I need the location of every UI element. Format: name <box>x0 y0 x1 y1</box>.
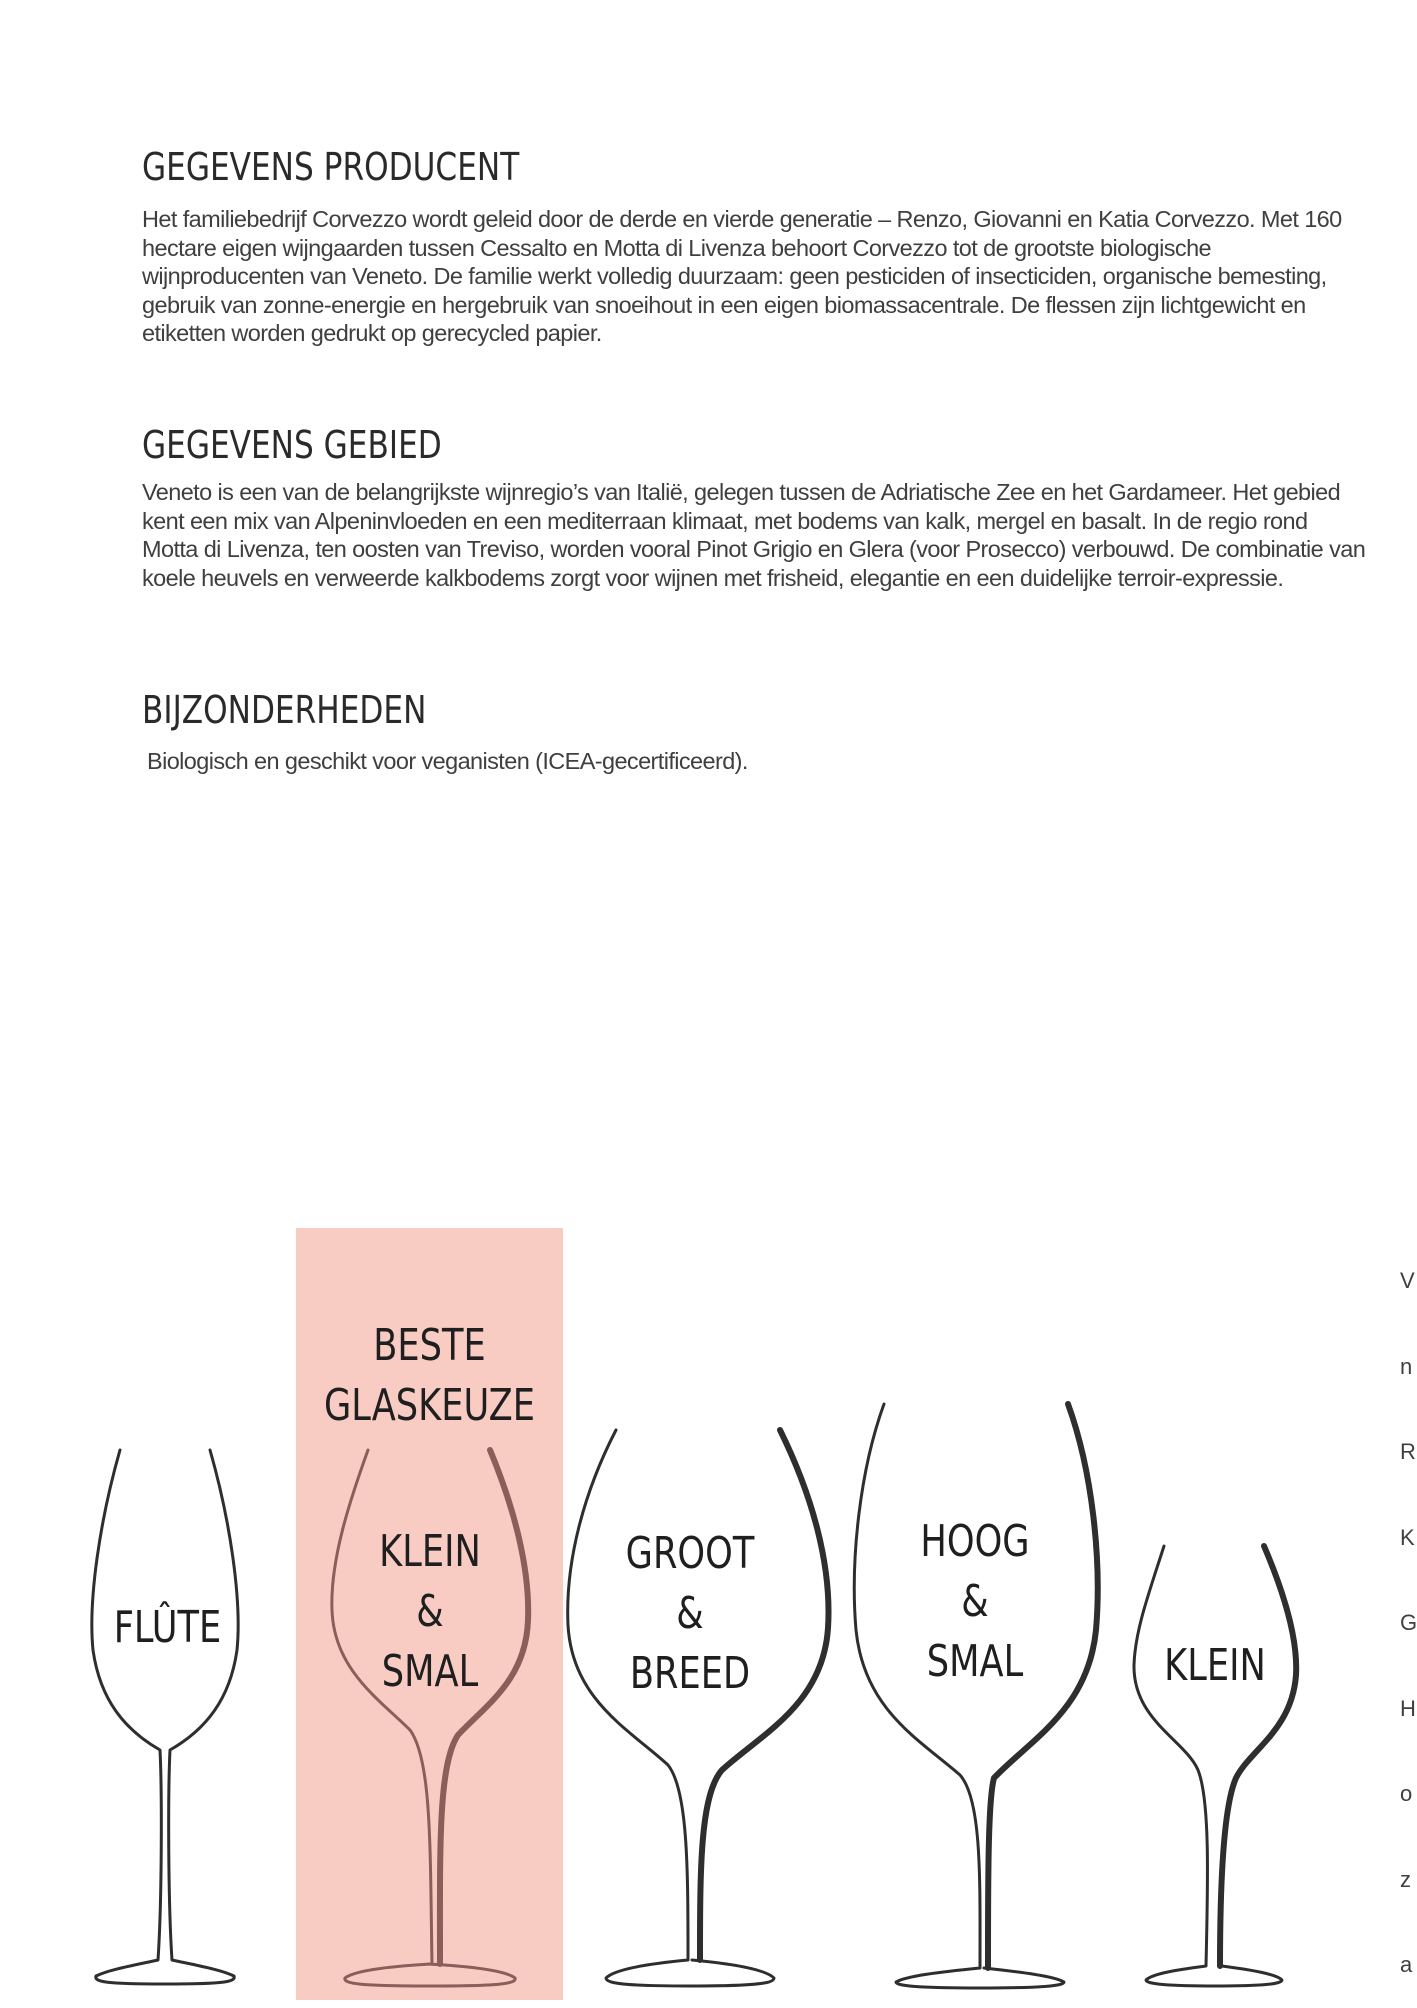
details-heading: BIJZONDERHEDEN <box>142 688 427 732</box>
region-heading: GEGEVENS GEBIED <box>142 423 442 467</box>
glass-label-klein-smal: KLEIN & SMAL <box>379 1526 481 1697</box>
best-choice-label: BESTE GLASKEUZE <box>324 1320 535 1431</box>
details-text: Biologisch en geschikt voor veganisten (ICEA-gecertificeerd). <box>147 748 748 774</box>
region-text: Veneto is een van de belangrijkste wijnregio’s van Italië, gelegen tussen de Adriatische Zee en het Gardameer. Het gebied kent een mix van Alpeninvloeden en een mediterraan klimaat, met bodems van kalk, mergel en basalt. In de regio rond Motta di Livenza, ten oosten van Treviso, worden vooral Pinot Grigio en Glera (voor Prosecco) verbouwd. De combinatie van koele heuvels en verweerde kalkbodems zorgt voor wijnen met frisheid, elegantie en een duidelijke terroir-expressie. <box>142 479 1366 591</box>
glass-label-hoog-smal: HOOG & SMAL <box>920 1516 1030 1687</box>
side-text-clipped: V n R K G H o z a <box>1400 1268 1417 1977</box>
producer-heading: GEGEVENS PRODUCENT <box>142 145 520 189</box>
glass-label-flute: FLÛTE <box>113 1602 222 1653</box>
hoog-smal-glass-icon <box>854 1404 1097 1988</box>
glass-label-klein: KLEIN <box>1164 1640 1266 1691</box>
glass-label-groot-breed: GROOT & BREED <box>625 1528 755 1699</box>
groot-breed-glass-icon <box>568 1430 829 1986</box>
klein-glass-icon <box>1134 1546 1296 1986</box>
flute-glass-icon <box>92 1450 238 1984</box>
producer-text: Het familiebedrijf Corvezzo wordt geleid door de derde en vierde generatie – Renzo, Giovanni en Katia Corvezzo. Met 160 hectare eigen wijngaarden tussen Cessalto en Motta di Livenza behoort Corvezzo tot de grootste biologische wijnproducenten van Veneto. De familie werkt volledig duurzaam: geen pesticiden of insecticiden, organische bemesting, gebruik van zonne-energie en hergebruik van snoeihout in een eigen biomassacentrale. De flessen zijn lichtgewicht en etiketten worden gedrukt op gerecycled papier. <box>142 206 1342 346</box>
